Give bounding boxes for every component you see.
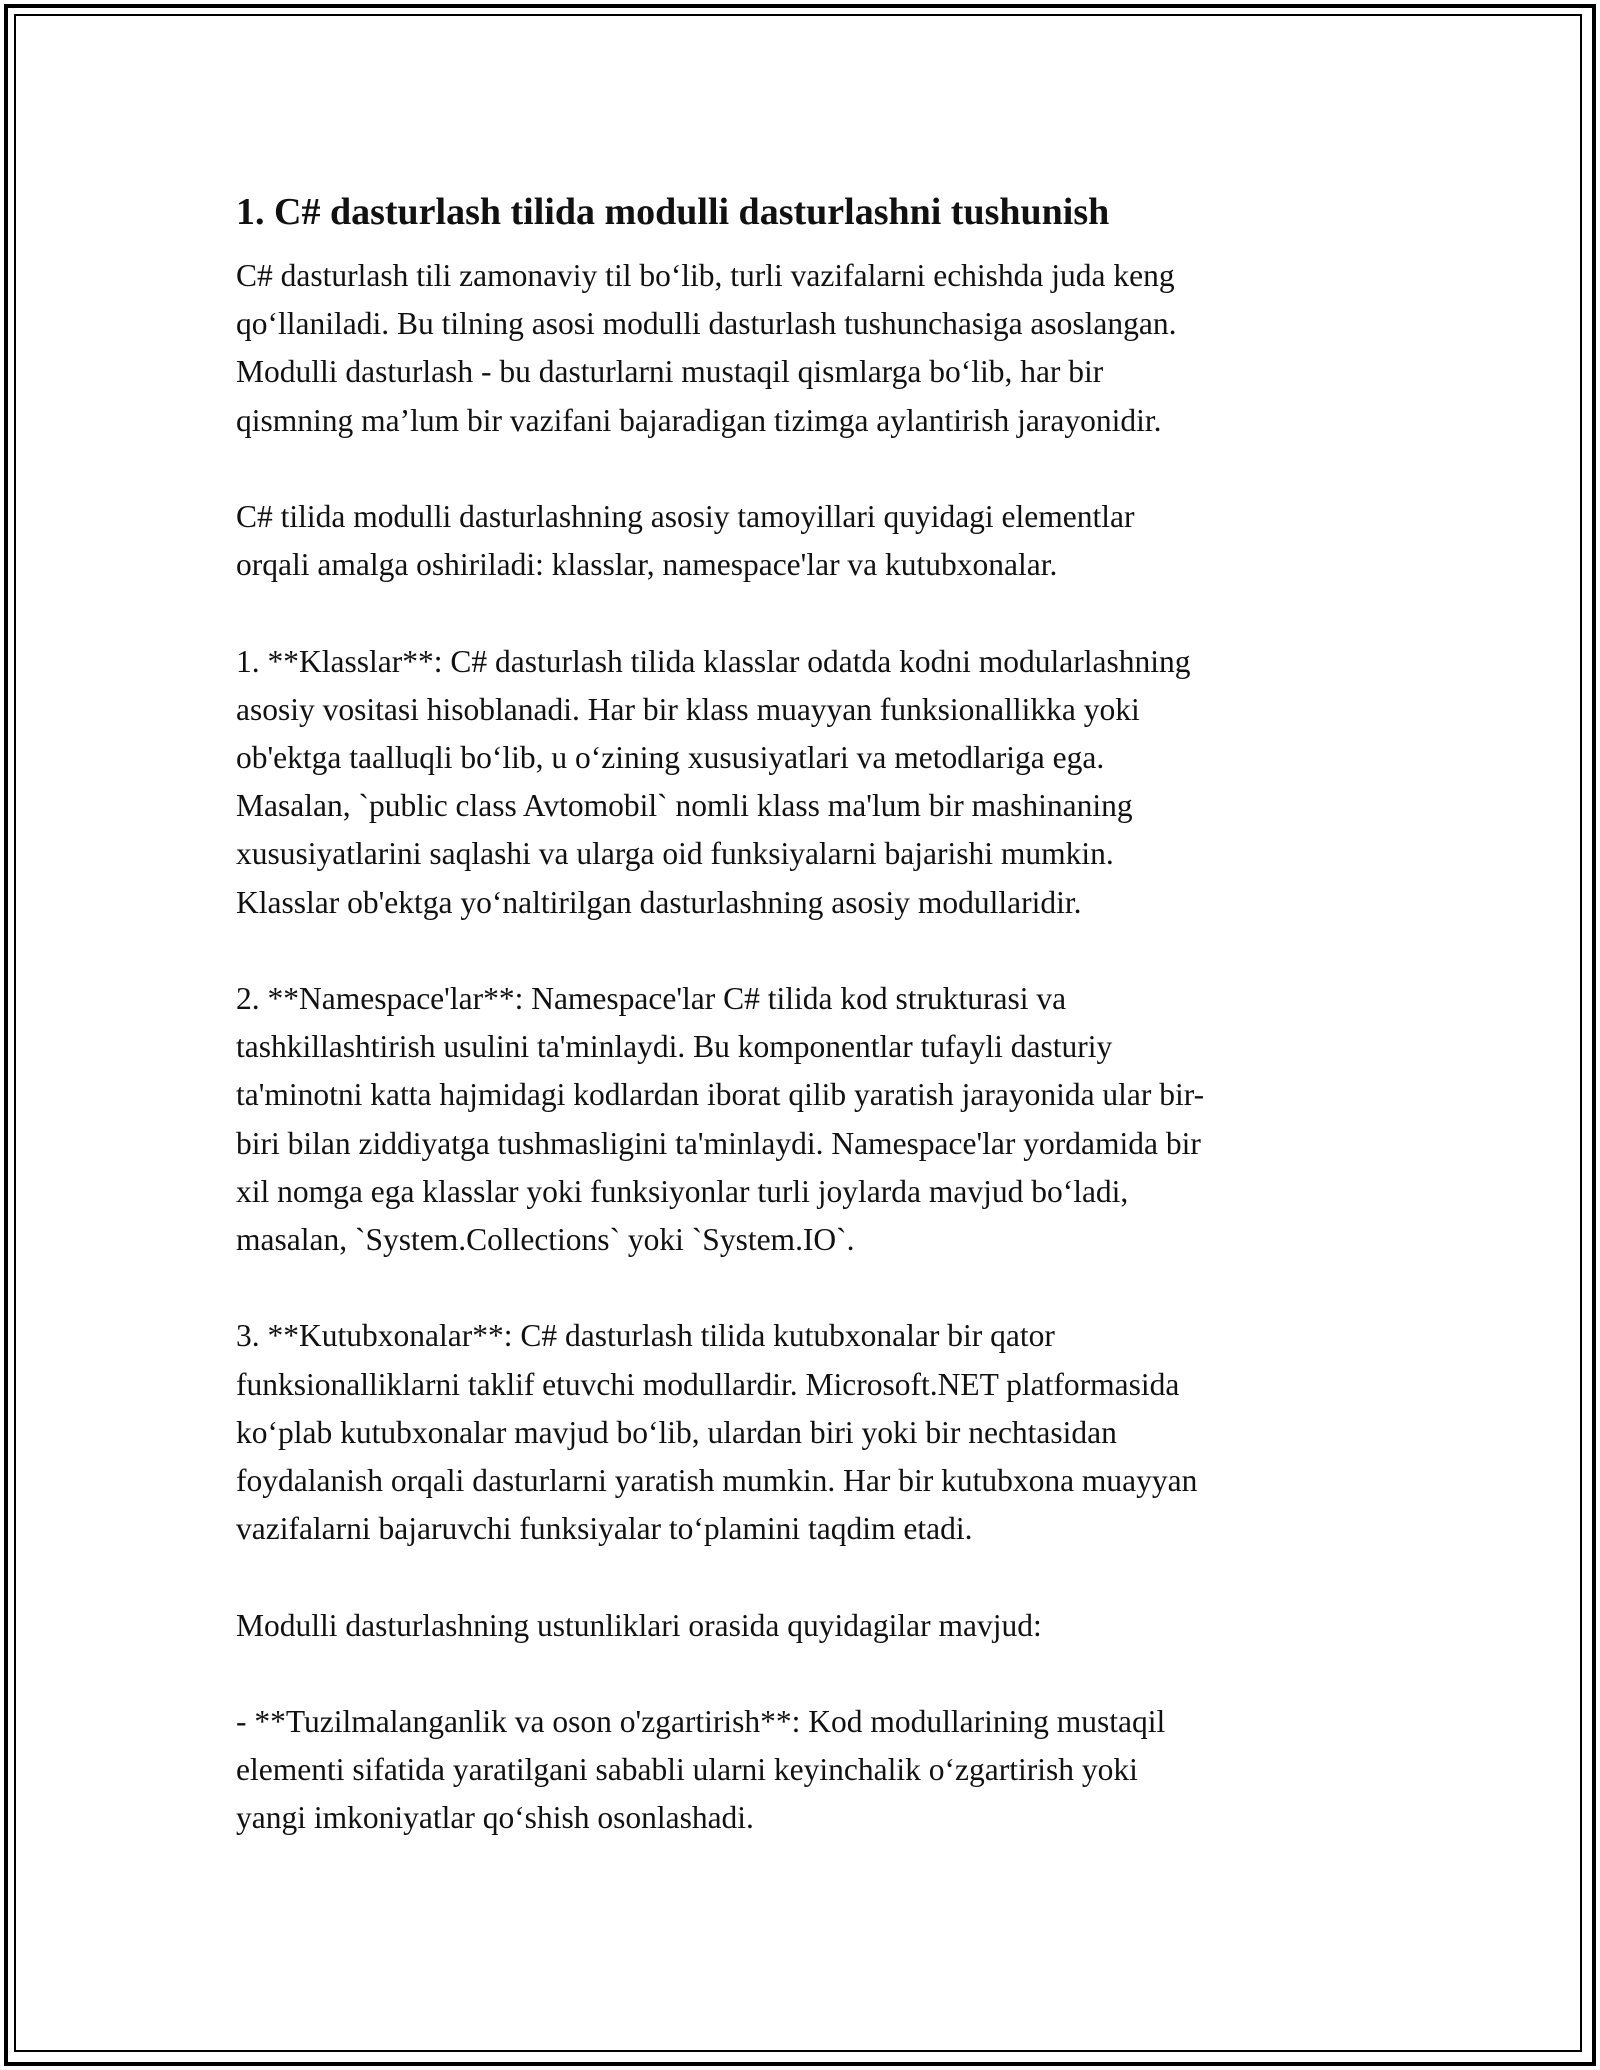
text-line: qismning ma’lum bir vazifani bajaradigan tizimga aylantirish jarayonidir.: [236, 402, 1162, 438]
document-body: [236, 186, 1386, 1843]
text-line: masalan, `System.Collections` yoki `System.IO`.: [236, 1222, 855, 1258]
text-line: 1. **Klasslar**: C# dasturlash tilida klasslar odatda kodni modularlashning: [236, 643, 1191, 679]
text-line: 2. **Namespace'lar**: Namespace'lar C# tilida kod strukturasi va: [236, 981, 1067, 1016]
text-line: C# tilida modulli dasturlashning asosiy tamoyillari quyidagi elementlar: [236, 499, 1135, 534]
text-line: ob'ektga taalluqli bo‘lib, u o‘zining xususiyatlari va metodlariga ega.: [236, 740, 1105, 775]
text-line: biri bilan ziddiyatga tushmasligini ta'minlaydi. Namespace'lar yordamida bir: [236, 1125, 1201, 1161]
text-line: Klasslar ob'ektga yo‘naltirilgan dasturlashning asosiy modullaridir.: [236, 884, 1082, 920]
text-line: tashkillashtirish usulini ta'minlaydi. Bu komponentlar tufayli dasturiy: [236, 1029, 1113, 1065]
text-line: funksionalliklarni taklif etuvchi modullardir. Microsoft.NET platformasida: [236, 1366, 1180, 1402]
paragraph: [236, 493, 1386, 589]
paragraph: [236, 1312, 1386, 1553]
paragraph-list: [236, 252, 1386, 1843]
text-line: ko‘plab kutubxonalar mavjud bo‘lib, ulardan biri yoki bir nechtasidan: [236, 1414, 1117, 1450]
text-line: yangi imkoniyatlar qo‘shish osonlashadi.: [236, 1800, 754, 1836]
text-line: 3. **Kutubxonalar**: C# dasturlash tilida kutubxonalar bir qator: [236, 1318, 1055, 1354]
paragraph: [236, 1602, 1386, 1650]
text-line: elementi sifatida yaratilgani sababli ularni keyinchalik o‘zgartirish yoki: [236, 1752, 1138, 1788]
text-line: ta'minotni katta hajmidagi kodlardan iborat qilib yaratish jarayonida ular bir-: [236, 1077, 1205, 1113]
text-line: vazifalarni bajaruvchi funksiyalar to‘plamini taqdim etadi.: [236, 1511, 973, 1547]
paragraph: [236, 975, 1386, 1264]
text-line: - **Tuzilmalanganlik va oson o'zgartirish**: Kod modullarining mustaqil: [236, 1704, 1166, 1739]
text-line: qo‘llaniladi. Bu tilning asosi modulli dasturlash tushunchasiga asoslangan.: [236, 306, 1177, 342]
text-line: foydalanish orqali dasturlarni yaratish mumkin. Har bir kutubxona muayyan: [236, 1463, 1198, 1499]
paragraph: [236, 252, 1386, 445]
text-line: xil nomga ega klasslar yoki funksiyonlar turli joylarda mavjud bo‘ladi,: [236, 1173, 1129, 1209]
paragraph: [236, 638, 1386, 927]
text-line: Modulli dasturlashning ustunliklari orasida quyidagilar mavjud:: [236, 1607, 1042, 1643]
section-heading: 1. C# dasturlash tilida modulli dasturlashni tushunish: [236, 191, 1110, 233]
paragraph: [236, 1698, 1386, 1843]
text-line: xususiyatlarini saqlashi va ularga oid funksiyalarni bajarishi mumkin.: [236, 836, 1114, 872]
text-line: orqali amalga oshiriladi: klasslar, namespace'lar va kutubxonalar.: [236, 547, 1058, 583]
text-line: Modulli dasturlash - bu dasturlarni mustaqil qismlarga bo‘lib, har bir: [236, 354, 1104, 390]
text-line: C# dasturlash tili zamonaviy til bo‘lib, turli vazifalarni echishda juda keng: [236, 258, 1175, 293]
text-line: Masalan, `public class Avtomobil` nomli klass ma'lum bir mashinaning: [236, 788, 1133, 824]
text-line: asosiy vositasi hisoblanadi. Har bir klass muayyan funksionallikka yoki: [236, 691, 1140, 727]
